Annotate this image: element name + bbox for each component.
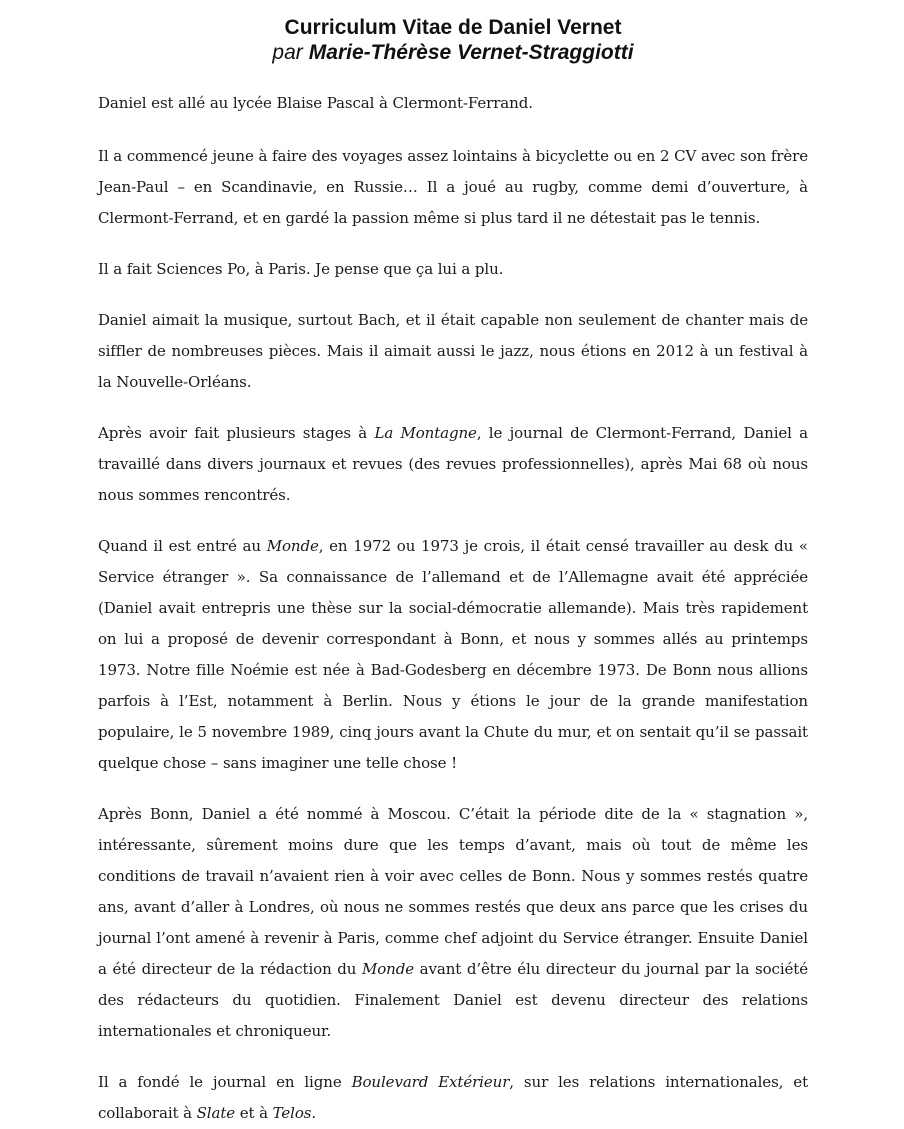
paragraph-text: et à bbox=[235, 1104, 273, 1122]
paragraph-text: , sur les relations internationales, et collaborait à bbox=[98, 1073, 808, 1122]
body-paragraph bbox=[98, 88, 808, 119]
paragraph-text: Quand il est entré au bbox=[98, 537, 267, 555]
paragraph-text: Après avoir fait plusieurs stages à bbox=[98, 424, 375, 442]
body-paragraph bbox=[98, 305, 808, 398]
paragraph-text: Il a fondé le journal en ligne bbox=[98, 1073, 352, 1091]
italic-title-text: Telos bbox=[272, 1104, 312, 1122]
document-body bbox=[98, 88, 808, 1129]
body-paragraph bbox=[98, 1067, 808, 1129]
byline-prefix: par bbox=[272, 41, 303, 64]
body-paragraph bbox=[98, 418, 808, 511]
document-title: Curriculum Vitae de Daniel Vernet bbox=[284, 16, 622, 39]
paragraph-text: avant d’être élu directeur du journal par la société des rédacteurs du quotidien. Finalement Daniel est devenu directeur des relations internationales et chroniqueur. bbox=[98, 960, 808, 1040]
italic-title-text: Monde bbox=[266, 537, 319, 555]
document-header bbox=[98, 16, 808, 66]
paragraph-text: Il a commencé jeune à faire des voyages assez lointains à bicyclette ou en 2 CV avec son frère Jean-Paul – en Scandinavie, en Russie… Il a joué au rugby, comme demi d’ouverture, à Clermont-Ferrand, et en gardé la passion même si plus tard il ne détestait pas le tennis. bbox=[98, 147, 808, 227]
body-paragraph bbox=[98, 531, 808, 779]
paragraph-text: Daniel aimait la musique, surtout Bach, et il était capable non seulement de chanter mais de siffler de nombreuses pièces. Mais il aimait aussi le jazz, nous étions en 2012 à un festival à la Nouvelle-Orléans. bbox=[98, 311, 808, 391]
body-paragraph bbox=[98, 254, 808, 285]
paragraph-text: . bbox=[311, 1104, 317, 1122]
document-byline bbox=[98, 40, 808, 66]
paragraph-text: , en 1972 ou 1973 je crois, il était censé travailler au desk du « Service étranger ». Sa connaissance de l’allemand et de l’Allemagne avait été appréciée (Daniel avait entrepris une thèse sur la social-démocratie allemande). Mais très rapidement on lui a proposé de devenir correspondant à Bonn, et nous y sommes allés au printemps 1973. Notre fille Noémie est née à Bad-Godesberg en décembre 1973. De Bonn nous allions parfois à l’Est, notamment à Berlin. Nous y étions le jour de la grande manifestation populaire, le 5 novembre 1989, cinq jours avant la Chute du mur, et on sentait qu’il se passait quelque chose – sans imaginer une telle chose ! bbox=[98, 537, 808, 772]
body-paragraph bbox=[98, 141, 808, 234]
paragraph-text: Après Bonn, Daniel a été nommé à Moscou. C’était la période dite de la « stagnation », intéressante, sûrement moins dure que les temps d’avant, mais où tout de même les conditions de travail n’avaient rien à voir avec celles de Bonn. Nous y sommes restés quatre ans, avant d’aller à Londres, où nous ne sommes restés que deux ans parce que les crises du journal l’ont amené à revenir à Paris, comme chef adjoint du Service étranger. Ensuite Daniel a été directeur de la rédaction du bbox=[98, 805, 808, 978]
paragraph-text: , le journal de Clermont-Ferrand, Daniel a travaillé dans divers journaux et revues (des revues professionnelles), après Mai 68 où nous nous sommes rencontrés. bbox=[98, 424, 808, 504]
italic-title-text: La Montagne bbox=[374, 424, 477, 442]
paragraph-text: Daniel est allé au lycée Blaise Pascal à Clermont-Ferrand. bbox=[98, 94, 533, 112]
italic-title-text: Boulevard Extérieur bbox=[351, 1073, 510, 1091]
byline-author: Marie-Thérèse Vernet-Straggiotti bbox=[308, 41, 634, 64]
italic-title-text: Monde bbox=[361, 960, 415, 978]
italic-title-text: Slate bbox=[196, 1104, 236, 1122]
body-paragraph bbox=[98, 799, 808, 1047]
paragraph-text: Il a fait Sciences Po, à Paris. Je pense que ça lui a plu. bbox=[98, 260, 504, 278]
